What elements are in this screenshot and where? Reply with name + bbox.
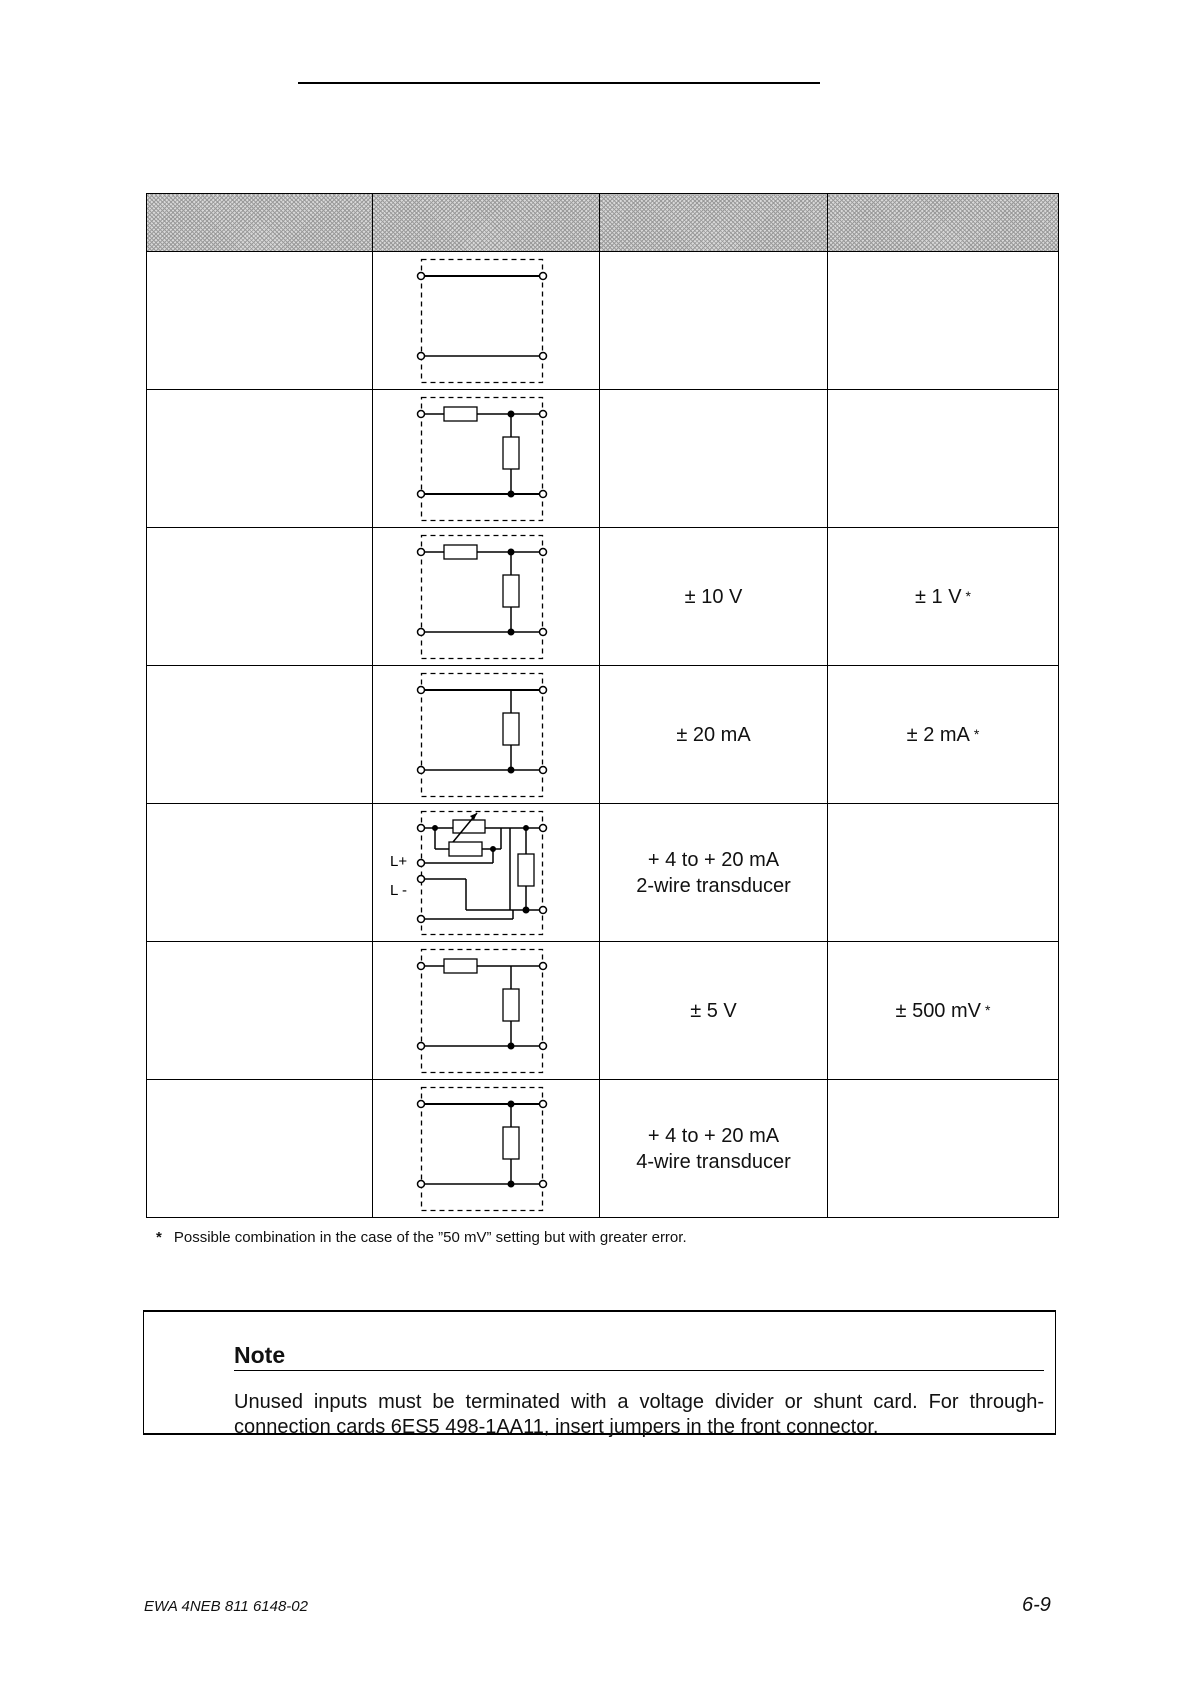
header-cell-3 <box>600 194 828 252</box>
range-cell <box>600 390 828 528</box>
note-value: ± 1 V <box>914 586 962 608</box>
footnote <box>156 1229 687 1246</box>
header-cell-2 <box>373 194 600 252</box>
row-label-cell <box>147 252 373 390</box>
range-line-1: + 4 to + 20 mA <box>647 1124 780 1147</box>
row-label-cell <box>147 528 373 666</box>
range-cell <box>600 1080 828 1218</box>
asterisk-mark: * <box>985 1002 991 1018</box>
card-table <box>146 193 1059 1218</box>
range-cell <box>600 252 828 390</box>
row-label-cell <box>147 942 373 1080</box>
note-value: ± 500 mV <box>895 1000 981 1022</box>
note-cell <box>828 804 1059 942</box>
voltage-divider-diagram <box>373 390 600 528</box>
range-value: ± 20 mA <box>676 723 751 746</box>
voltage-divider-diagram <box>373 942 600 1080</box>
row-label-cell <box>147 1080 373 1218</box>
footnote-text: Possible combination in the case of the ”50 mV” setting but with greater error. <box>173 1229 687 1246</box>
note-value: ± 2 mA <box>906 724 970 746</box>
shunt-diagram <box>373 666 600 804</box>
note-text: Unused inputs must be terminated with a voltage divider or shunt card. For through-connection cards 6ES5 498-1AA11, insert jumpers in the front connector. <box>234 1391 1044 1438</box>
range-line-1: + 4 to + 20 mA <box>647 848 780 871</box>
note-cell <box>828 666 1059 804</box>
note-cell <box>828 1080 1059 1218</box>
range-line-2: 2-wire transducer <box>636 874 791 897</box>
document-id: EWA 4NEB 811 6148-02 <box>144 1598 308 1615</box>
four-wire-transducer-diagram <box>373 1080 600 1218</box>
range-cell <box>600 804 828 942</box>
table-row <box>147 666 1059 804</box>
top-rule <box>298 82 820 84</box>
note-cell <box>828 528 1059 666</box>
two-wire-transducer-diagram <box>373 804 600 942</box>
table-row <box>147 942 1059 1080</box>
page-number: 6-9 <box>1022 1594 1051 1616</box>
table-row <box>147 1080 1059 1218</box>
table-row <box>147 528 1059 666</box>
table-row <box>147 804 1059 942</box>
header-cell-4 <box>828 194 1059 252</box>
row-label-cell <box>147 666 373 804</box>
range-value: ± 5 V <box>690 999 737 1022</box>
range-value: ± 10 V <box>684 585 743 608</box>
table-row <box>147 252 1059 390</box>
header-cell-1 <box>147 194 373 252</box>
row-label-cell <box>147 804 373 942</box>
table-row <box>147 390 1059 528</box>
asterisk-mark: * <box>973 726 980 742</box>
range-cell <box>600 942 828 1080</box>
voltage-divider-diagram <box>373 528 600 666</box>
note-cell <box>828 252 1059 390</box>
lplus-label: L+ <box>390 853 408 870</box>
note-cell <box>828 390 1059 528</box>
asterisk-mark: * <box>965 588 971 604</box>
lminus-label: L - <box>390 882 407 899</box>
row-label-cell <box>147 390 373 528</box>
through-connection-diagram <box>373 252 600 390</box>
note-cell <box>828 942 1059 1080</box>
range-line-2: 4-wire transducer <box>636 1150 791 1173</box>
note-box <box>143 1310 1056 1438</box>
range-cell <box>600 528 828 666</box>
footnote-asterisk: * <box>156 1229 162 1246</box>
table-header <box>147 194 1059 252</box>
note-title: Note <box>234 1342 1044 1371</box>
range-cell <box>600 666 828 804</box>
